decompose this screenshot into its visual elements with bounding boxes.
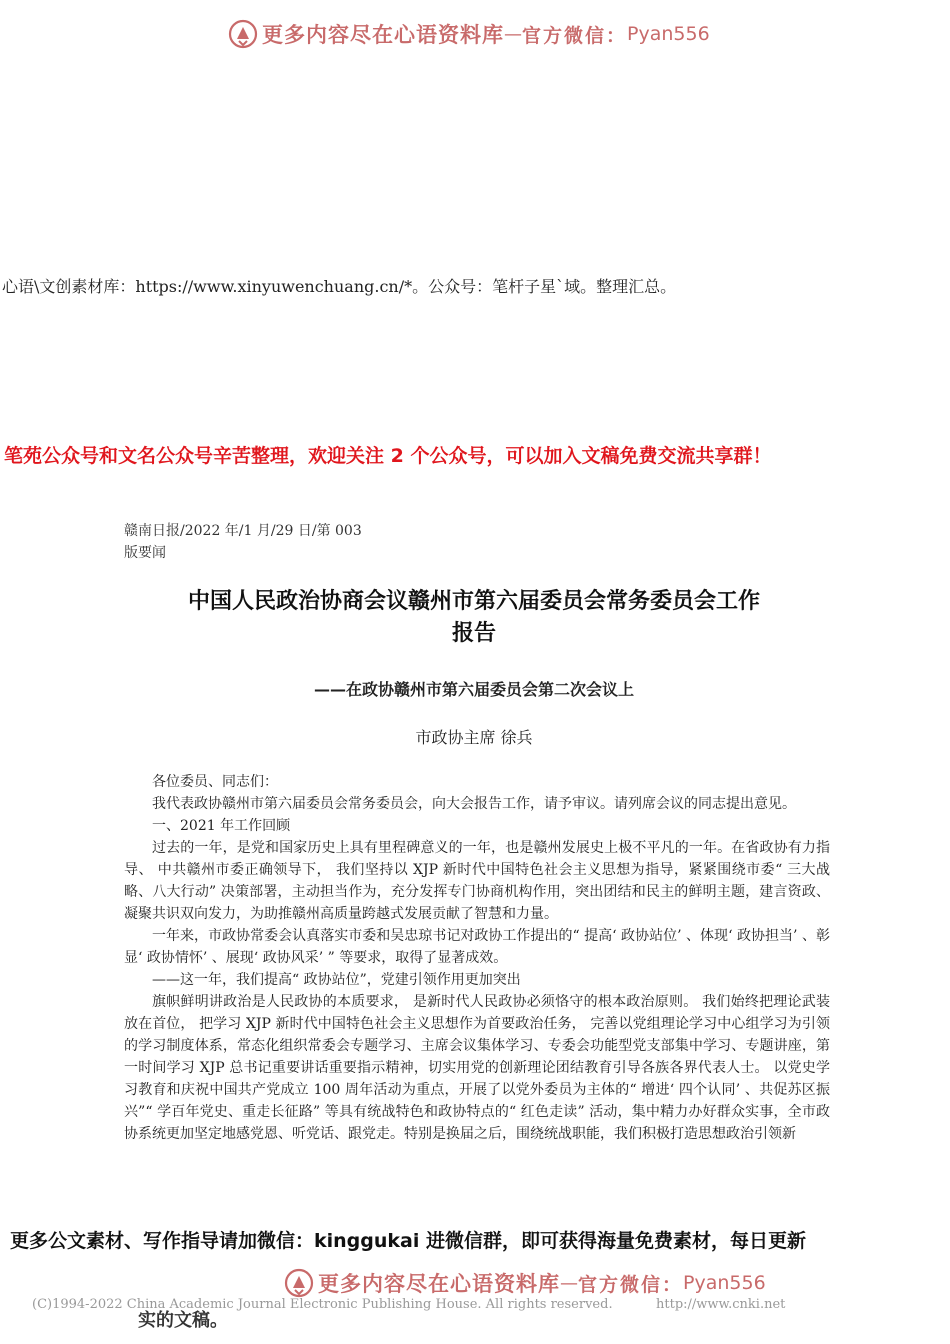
watermark-bottom [284, 1268, 766, 1298]
title-line-1: 中国人民政治协商会议赣州市第六届委员会常务委员会工作 [187, 589, 760, 614]
watermark-top [228, 19, 710, 49]
paragraph-4: ——这一年，我们提高“ 政协站位”，党建引领作用更加突出 [152, 972, 521, 988]
paragraph-2: 过去的一年，是党和国家历史上具有里程碑意义的一年，也是赣州发展史上极不平凡的一年。在省政协有力指导、 中共赣州市委正确领导下， 我们坚持以 XJP 新时代中国特色社会主义思想为指导，紧紧围绕市委“ 三大战略、八大行动” 决策部署，主动担当作为，充分发挥专门协商机构作用，突出团结和民主的鲜明主题，建言资政、凝聚共识双向发力，为助推赣州高质量跨越式发展贡献了智慧和力量。 [124, 840, 830, 922]
watermark-dash: — [504, 23, 522, 45]
article-meta [124, 520, 362, 564]
ribbon-logo-icon [228, 19, 258, 49]
source-line: 心语\文创素材库：https://www.xinyuwenchuang.cn/*。公众号：笔杆子星`域。整理汇总。 [2, 277, 677, 296]
tail-fragment: 实的文稿。 [138, 1310, 228, 1331]
paragraph-1: 我代表政协赣州市第六届委员会常务委员会，向大会报告工作，请予审议。请列席会议的同志提出意见。 [152, 796, 796, 812]
footer-url[interactable]: http://www.cnki.net [656, 1297, 786, 1312]
red-notice: 笔苑公众号和文名公众号辛苦整理，欢迎关注 2 个公众号，可以加入文稿免费交流共享群！ [4, 445, 772, 467]
title-line-2: 报告 [451, 621, 496, 646]
section-heading-1: 一、2021 年工作回顾 [152, 818, 291, 834]
watermark-dash: — [560, 1272, 578, 1294]
meta-line-date: 赣南日报/2022 年/1 月/29 日/第 003 [124, 523, 362, 539]
watermark-sub-text: 官方微信： [578, 1273, 684, 1296]
article-body [124, 771, 830, 1217]
paragraph-3: 一年来，市政协常委会认真落实市委和吴忠琼书记对政协工作提出的“ 提高‘ 政协站位’ 、体现‘ 政协担当’ 、彰显‘ 政协情怀’ 、展现‘ 政协风采’ ” 等要求，取得了显著成效。 [124, 928, 830, 966]
meta-line-section: 版要闻 [124, 545, 166, 561]
subtitle: ——在政协赣州市第六届委员会第二次会议上 [313, 680, 634, 699]
watermark-sub-text: 官方微信： [522, 24, 628, 47]
watermark-main-text: 更多内容尽在心语资料库 [318, 1271, 560, 1296]
footer-copyright: (C)1994-2022 China Academic Journal Electronic Publishing House. All rights reserved. [32, 1297, 613, 1312]
author-line: 市政协主席 徐兵 [415, 728, 533, 747]
watermark-main-text: 更多内容尽在心语资料库 [262, 22, 504, 47]
page-title [104, 586, 844, 650]
ribbon-logo-icon [284, 1268, 314, 1298]
greeting: 各位委员、同志们： [152, 774, 278, 790]
bottom-banner: 更多公文素材、写作指导请加微信：kinggukai 进微信群，即可获得海量免费素材，每日更新 [10, 1226, 806, 1253]
watermark-wechat-id: Pyan556 [627, 23, 710, 45]
watermark-wechat-id: Pyan556 [683, 1272, 766, 1294]
paragraph-5: 旗帜鲜明讲政治是人民政协的本质要求， 是新时代人民政协必须恪守的根本政治原则。 我们始终把理论武装放在首位， 把学习 XJP 新时代中国特色社会主义思想作为首要政治任务， 完善以党组理论学习中心组学习为引领的学习制度体系，常态化组织常委会专题学习、主席会议集体学习、专委会功能型党支部集中学习、专题讲座，第一时间学习 XJP 总书记重要讲话重要指示精神，切实用党的创新理论团结教育引导各族各界代表人士。 以党史学习教育和庆祝中国共产党成立 100 周年活动为重点，开展了以党外委员为主体的“ 增进‘ 四个认同’ 、共促苏区振兴”“ 学百年党史、重走长征路” 等具有统战特色和政协特点的“ 红色走读” 活动，集中精力办好群众实事，全市政协系统更加坚定地感党恩、听党话、跟党走。特别是换届之后，围绕统战职能，我们积极打造思想政治引领新 [124, 994, 830, 1142]
